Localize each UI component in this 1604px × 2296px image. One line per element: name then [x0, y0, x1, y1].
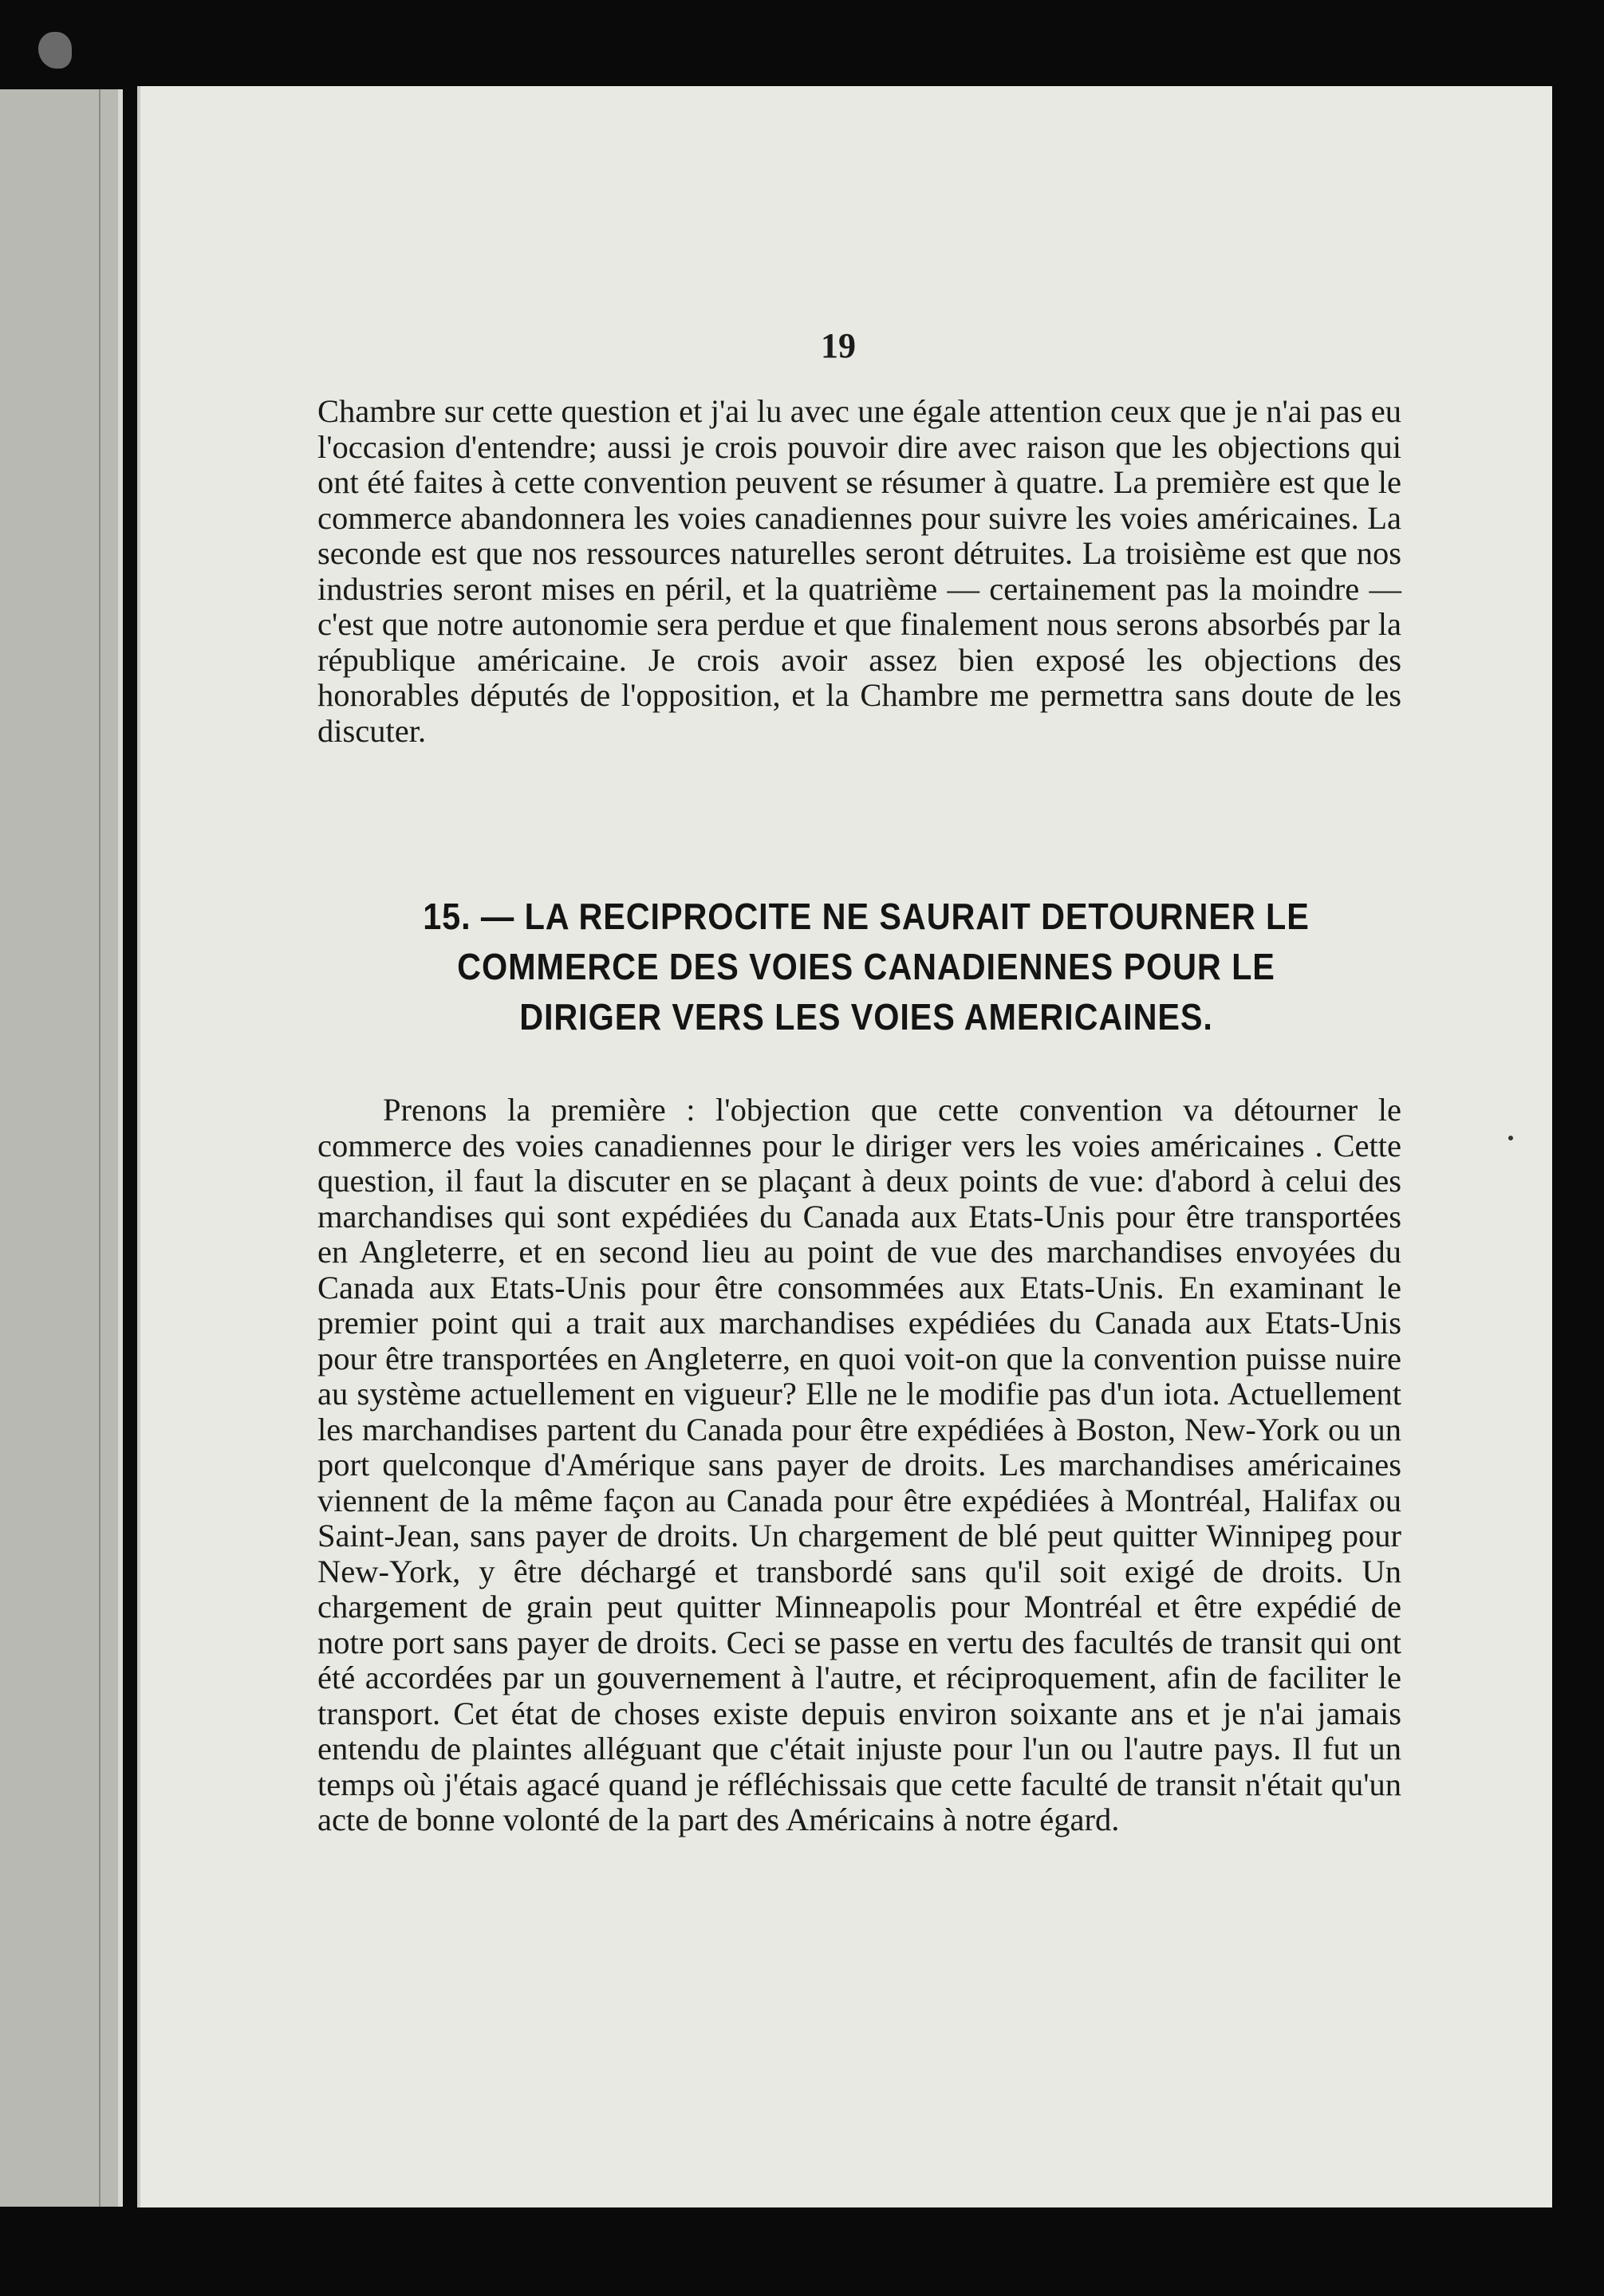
- page-number: 19: [821, 326, 856, 365]
- scan-corner-mark: [38, 32, 72, 69]
- page-fold-line: [99, 89, 100, 2207]
- body-text-block-2: [317, 1093, 1401, 1838]
- facing-page-edge: [0, 89, 123, 2207]
- section-heading-line-1: 15. — LA RECIPROCITE NE SAURAIT DETOURNER LE: [423, 896, 1310, 937]
- paragraph-1: Chambre sur cette question et j'ai lu avec une égale attention ceux que je n'ai pas eu l'occasion d'entendre; aussi je crois pouvoir dire avec raison que les objections qui ont été faites à cette convention peuvent se résumer à quatre. La première est que le commerce abandonnera les voies canadiennes pour suivre les voies américaines. La seconde est que nos ressources naturelles seront détruites. La troisième est que nos industries seront mises en péril, et la quatrième — certainement pas la moindre — c'est que notre autonomie sera perdue et que finalement nous serons absorbés par la république américaine. Je crois avoir assez bien exposé les objections des honorables députés de l'opposition, et la Chambre me permettra sans doute de les discuter.: [317, 393, 1401, 749]
- section-heading: [357, 892, 1376, 1042]
- section-heading-line-2: COMMERCE DES VOIES CANADIENNES POUR LE: [457, 946, 1275, 987]
- document-page: [137, 86, 1552, 2207]
- paragraph-2: Prenons la première : l'objection que cette convention va détourner le commerce des voies canadiennes pour le diriger vers les voies américaines . Cette question, il faut la discuter en se plaçant à deux points de vue: d'abord à celui des marchandises qui sont expédiées du Canada aux Etats-Unis pour être transportées en Angleterre, et en second lieu au point de vue des marchandises envoyées du Canada aux Etats-Unis pour être consommées aux Etats-Unis. En examinant le premier point qui a trait aux marchandises expédiées du Canada aux Etats-Unis pour être transportées en Angleterre, en quoi voit-on que la convention puisse nuire au système actuellement en vigueur? Elle ne le modifie pas d'un iota. Actuellement les marchandises partent du Canada pour être expédiées à Boston, New-York ou un port quelconque d'Amérique sans payer de droits. Les marchandises américaines viennent de la même façon au Canada pour être expédiées à Montréal, Halifax ou Saint-Jean, sans payer de droits. Un chargement de blé peut quitter Winnipeg pour New-York, y être déchargé et transbordé sans qu'il soit exigé de droits. Un chargement de grain peut quitter Minneapolis pour Montréal et être expédié de notre port sans payer de droits. Ceci se passe en vertu des facultés de transit qui ont été accordées par un gouvernement à l'autre, et réciproquement, afin de faciliter le transport. Cet état de choses existe depuis environ soixante ans et je n'ai jamais entendu de plaintes alléguant que c'était injuste pour l'un ou l'autre pays. Il fut un temps où j'étais agacé quand je réfléchissais que cette faculté de transit n'était qu'un acte de bonne volonté de la part des Américains à notre égard.: [317, 1092, 1401, 1837]
- scan-speck: [1508, 1136, 1513, 1140]
- body-text-block-1: [317, 394, 1401, 749]
- section-heading-line-3: DIRIGER VERS LES VOIES AMERICAINES.: [519, 996, 1213, 1038]
